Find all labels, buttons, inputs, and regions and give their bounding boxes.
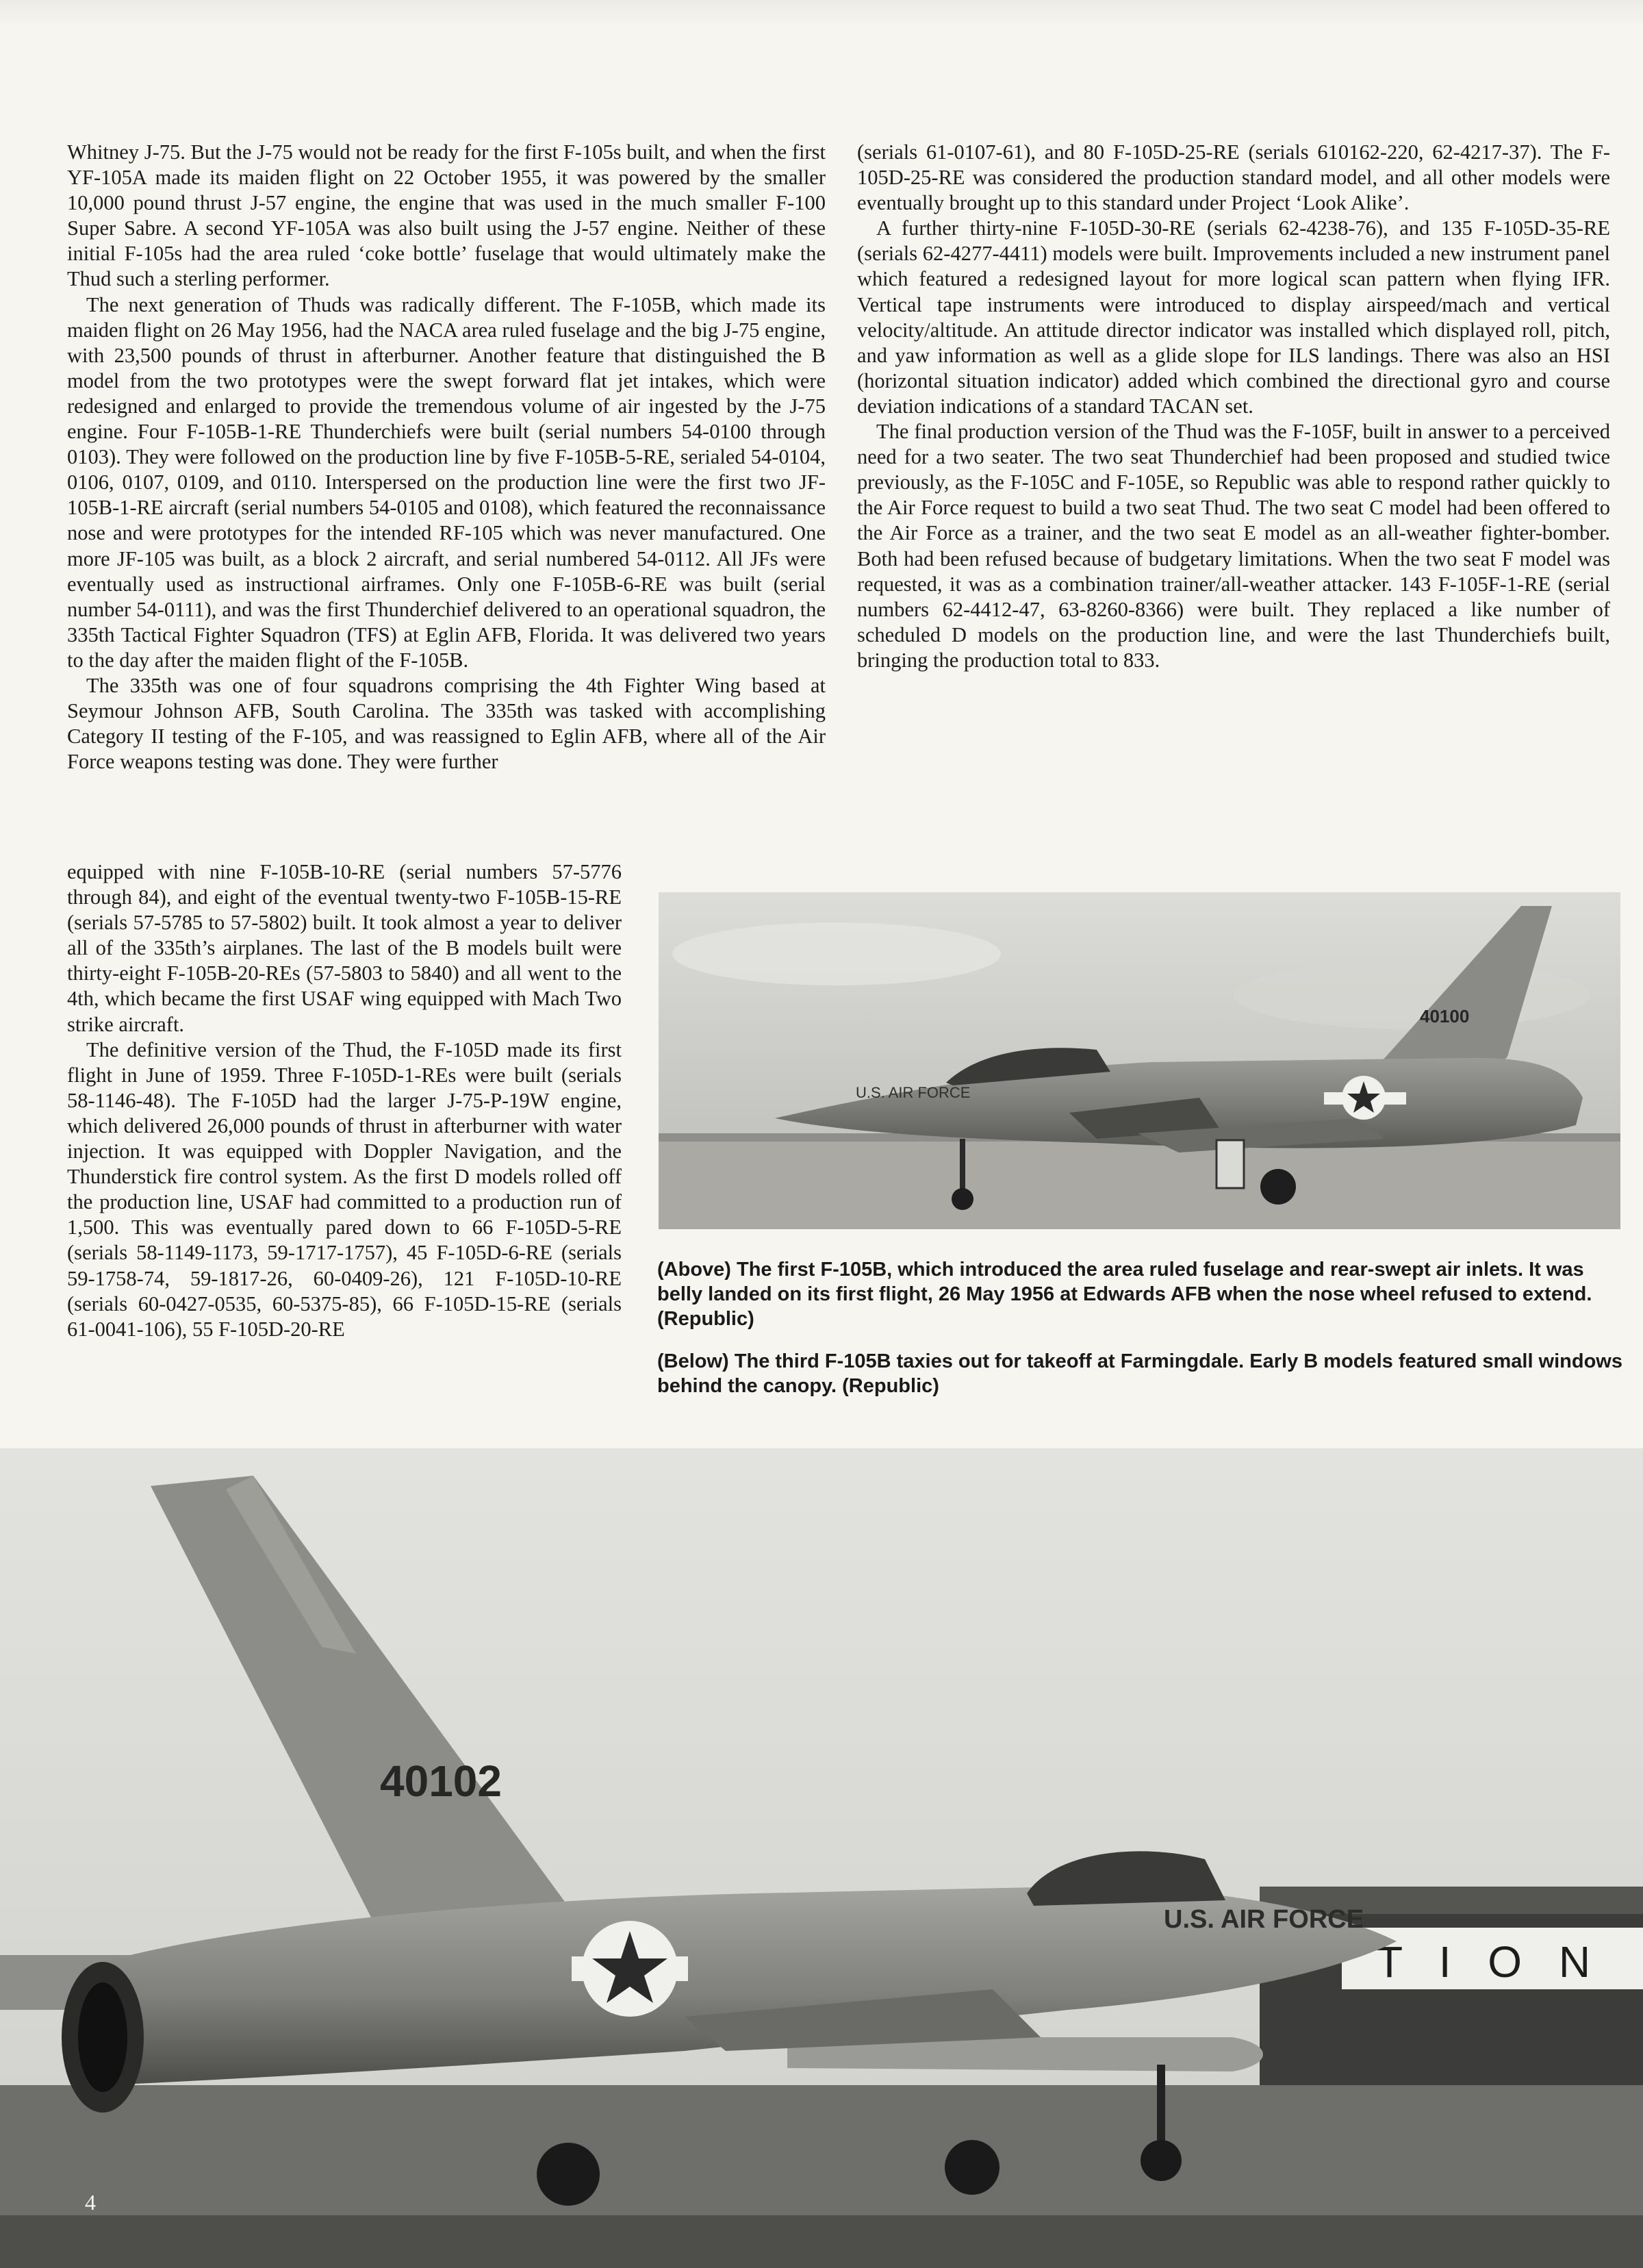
photo-bottom-hangar-lettering: T I O N [1376, 1937, 1603, 1987]
photo-third-f105b-image [0, 1448, 1643, 2268]
photo-top-fuselage-marking: U.S. AIR FORCE [856, 1084, 971, 1101]
paragraph-left-5: The definitive version of the Thud, the F-105D made its first flight in June of 1959. Three F-105D-1-REs were built (serials 58-1146-48). The F-105D had the larger J-75-P-19W engine, which delivered 26,000 pounds of thrust in afterburner with water injection. It was equipped with Doppler Navigation, and the Thunderstick fire control system. As the first D models rolled off the production line, USAF had committed to a production run of 1,500. This was eventually pared down to 66 F-105D-5-RE (serials 58-1149-1173, 59-1717-1757), 45 F-105D-6-RE (serials 59-1758-74, 59-1817-26, 60-0409-26), 121 F-105D-10-RE (serials 60-0427-0535, 60-5375-85), 66 F-105D-15-RE (serials 61-0041-106), 55 F-105D-20-RE [67, 1037, 622, 1341]
paragraph-right-1: (serials 61-0107-61), and 80 F-105D-25-RE (serials 610162-220, 62-4217-37). The F-105D-25-RE was considered the production standard model, and all other models were eventually brought up to this standard under Project ‘Look Alike’. [857, 140, 1610, 215]
caption-below: (Below) The third F-105B taxies out for takeoff at Farmingdale. Early B models featured small windows behind the canopy. (Republic) [657, 1350, 1622, 1397]
paragraph-left-4: equipped with nine F-105B-10-RE (serial numbers 57-5776 through 84), and eight of the eventual twenty-two F-105B-15-RE (serials 57-5785 to 57-5802) built. It took almost a year to deliver all of the 335th’s airplanes. The last of the B models built were thirty-eight F-105B-20-REs (57-5803 to 5840) and all went to the 4th, which became the first USAF wing equipped with Mach Two strike aircraft. [67, 860, 622, 1036]
photo-third-f105b [0, 1448, 1643, 2268]
left-column [67, 140, 826, 774]
paragraph-right-2: A further thirty-nine F-105D-30-RE (serials 62-4238-76), and 135 F-105D-35-RE (serials 62-4277-4411) models were built. Improvements included a new instrument panel which featured a redesigned layout for more logical scan pattern when flying IFR. Vertical tape instruments were introduced to display airspeed/mach and vertical velocity/altitude. An attitude director indicator was installed which displayed roll, pitch, and yaw information as well as a glide slope for ILS landings. There was also an HSI (horizontal situation indicator) added which combined the directional gyro and course deviation indications of a standard TACAN set. [857, 216, 1610, 418]
paragraph-left-3: The 335th was one of four squadrons comprising the 4th Fighter Wing based at Seymour Johnson AFB, South Carolina. The 335th was tasked with accomplishing Category II testing of the F-105, and was reassigned to Eglin AFB, where all of the Air Force weapons testing was done. They were further [67, 673, 826, 774]
photo-bottom-fuselage-marking: U.S. AIR FORCE [1164, 1905, 1364, 1934]
paragraph-left-2: The next generation of Thuds was radically different. The F-105B, which made its maiden flight on 26 May 1956, had the NACA area ruled fuselage and the big J-75 engine, with 23,500 pounds of thrust in afterburner. Another feature that distinguished the B model from the two prototypes were the swept forward flat jet intakes, which were redesigned and enlarged to provide the tremendous volume of air ingested by the J-75 engine. Four F-105B-1-RE Thunderchiefs were built (serial numbers 54-0100 through 0103). They were followed on the production line by five F-105B-5-RE, serialed 54-0104, 0106, 0107, 0109, and 0110. Interspersed on the production line were the first two JF-105B-1-RE aircraft (serial numbers 54-0105 and 0108), which featured the reconnaissance nose and were prototypes for the intended RF-105 which was never manufactured. One more JF-105 was built, as a block 2 aircraft, and serial numbered 54-0112. All JFs were eventually used as instructional airframes. Only one F-105B-6-RE was built (serial number 54-0111), and was the first Thunderchief delivered to an operational squadron, the 335th Tactical Fighter Squadron (TFS) at Eglin AFB, Florida. It was delivered two years to the day after the maiden flight of the F-105B. [67, 292, 826, 672]
page-top-shade [0, 0, 1643, 27]
photo-first-f105b-image [659, 892, 1620, 1229]
photo-bottom-tail-number: 40102 [380, 1756, 502, 1806]
right-column [857, 140, 1610, 673]
photo-top-tail-number: 40100 [1420, 1006, 1470, 1026]
caption-above: (Above) The first F-105B, which introduced the area ruled fuselage and rear-swept air inlets. It was belly landed on its first flight, 26 May 1956 at Edwards AFB when the nose wheel refused to extend. (Republic) [657, 1259, 1592, 1330]
page-number: 4 [85, 2190, 96, 2215]
paragraph-left-1: Whitney J-75. But the J-75 would not be ready for the first F-105s built, and when the first YF-105A made its maiden flight on 22 October 1955, it was powered by the smaller 10,000 pound thrust J-57 engine, the engine that was used in the much smaller F-100 Super Sabre. A second YF-105A was also built using the J-57 engine. Neither of these initial F-105s had the area ruled ‘coke bottle’ fuselage that would ultimately make the Thud such a sterling performer. [67, 140, 826, 291]
photo-first-f105b [659, 892, 1620, 1229]
left-column-narrow [67, 859, 622, 1342]
paragraph-right-3: The final production version of the Thud was the F-105F, built in answer to a perceived need for a two seater. The two seat Thunderchief had been proposed and studied twice previously, as the F-105C and F-105E, so Republic was able to respond rather quickly to the Air Force request to build a two seat Thud. The two seat C model had been offered to the Air Force as a trainer, and the two seat E model as an all-weather fighter-bomber. Both had been refused because of budgetary limitations. When the two seat F model was requested, it was as a combination trainer/all-weather attacker. 143 F-105F-1-RE (serial numbers 62-4412-47, 63-8260-8366) were built. They replaced a like number of scheduled D models on the production line, and were the last Thunderchiefs built, bringing the production total to 833. [857, 420, 1610, 672]
